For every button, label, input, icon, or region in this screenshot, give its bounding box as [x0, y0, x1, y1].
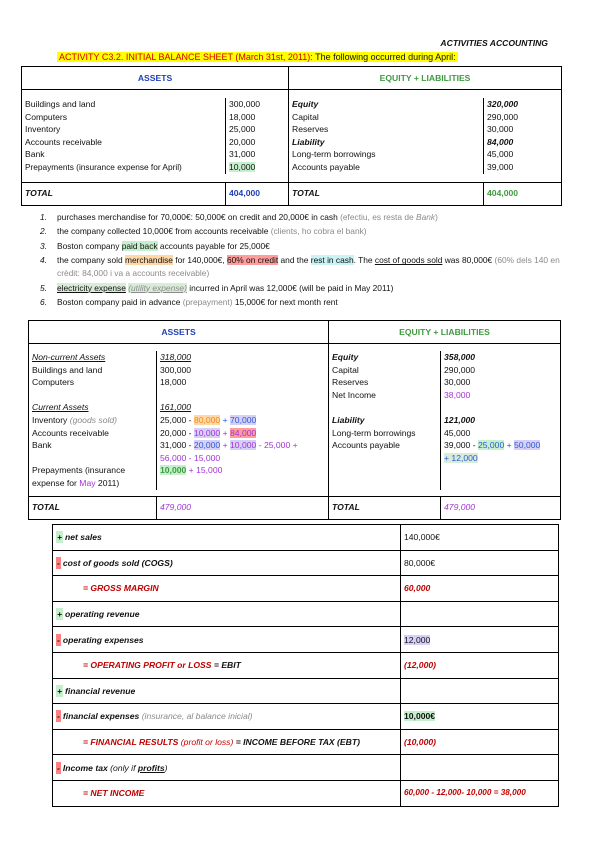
equity-value	[441, 439, 561, 464]
equity-liabilities-header: EQUITY + LIABILITIES	[329, 321, 561, 344]
row-note: (insurance, al balance inicial)	[139, 711, 253, 722]
minus-icon: -	[57, 557, 60, 568]
value-part: 25,000	[477, 440, 505, 451]
balance-row	[29, 464, 561, 489]
row-note: (only if	[107, 762, 138, 773]
income-value	[401, 704, 559, 730]
equity-value: 30,000	[484, 123, 562, 136]
asset-label: Computers	[29, 376, 157, 389]
value-part: +	[220, 427, 231, 438]
event-note: Bank	[415, 212, 436, 222]
value-part: 50,000	[514, 440, 541, 451]
income-value	[401, 678, 559, 704]
table-row	[53, 601, 559, 627]
asset-value	[226, 161, 289, 174]
balance-row	[29, 364, 561, 377]
page-header: ACTIVITIES ACCOUNTING	[440, 38, 548, 48]
equity-label: Reserves	[329, 376, 441, 389]
balance-row	[22, 161, 562, 174]
asset-label: Accounts receivable	[22, 136, 226, 149]
event-number: 3.	[40, 240, 47, 251]
asset-label: Accounts receivable	[29, 427, 157, 440]
list-item	[40, 240, 570, 253]
prepayment-value: 10,000	[229, 161, 256, 172]
equity-value: 290,000	[441, 364, 561, 377]
row-label: financial revenue	[65, 685, 136, 696]
table-row	[53, 678, 559, 704]
total-label: TOTAL	[29, 496, 157, 519]
opex-value: 12,000	[404, 634, 431, 645]
income-label	[53, 627, 401, 653]
table-row	[53, 576, 559, 602]
row-label: operating revenue	[65, 609, 140, 620]
row-label: = OPERATING PROFIT or LOSS	[83, 660, 212, 671]
event-number: 1.	[40, 212, 47, 222]
income-value: 60,000	[401, 576, 559, 602]
table-row	[53, 525, 559, 551]
event-text: Boston company paid in advance	[57, 297, 183, 308]
value-part: +	[504, 440, 515, 451]
balance-row	[29, 351, 561, 364]
event-text: cost of goods sold	[374, 255, 443, 266]
total-label: TOTAL	[22, 182, 226, 205]
event-number: 5.	[40, 282, 47, 293]
income-value: 140,000€	[401, 525, 559, 551]
asset-value	[157, 464, 329, 489]
asset-label: Buildings and land	[22, 98, 226, 111]
income-statement	[52, 524, 559, 807]
event-text: the company collected 10,000€ from accounts receivable	[57, 226, 271, 237]
noncurrent-value: 318,000	[157, 351, 329, 364]
list-item	[40, 211, 570, 224]
balance-row	[22, 98, 562, 111]
final-balance-sheet	[28, 320, 561, 520]
value-part: 10,000	[230, 440, 257, 451]
total-label: TOTAL	[289, 182, 484, 205]
row-note: )	[164, 762, 168, 773]
equity-value: 45,000	[484, 148, 562, 161]
equity-label: Long-term borrowings	[329, 427, 441, 440]
income-value: (10,000)	[401, 729, 559, 755]
initial-balance-sheet	[21, 66, 562, 206]
asset-value: 25,000	[226, 123, 289, 136]
asset-value	[157, 439, 329, 464]
balance-row	[29, 389, 561, 402]
total-row	[22, 182, 562, 205]
asset-value: 31,000	[226, 148, 289, 161]
value-part: + 15,000	[186, 465, 223, 476]
row-label: Income tax	[62, 762, 108, 773]
value-part: - 25,000 + 56,000 - 15,000	[160, 440, 298, 463]
event-text: . The	[353, 255, 375, 266]
event-note: (efectiu, es resta de	[340, 212, 416, 222]
value-part: 10,000	[193, 427, 221, 438]
current-value: 161,000	[157, 401, 329, 414]
value-part: 39,000 -	[444, 440, 478, 451]
row-note: (profit or loss)	[178, 737, 234, 748]
event-text: for 140,000€,	[172, 255, 227, 266]
equity-value: 30,000	[441, 376, 561, 389]
inventory-note: (goods sold)	[69, 414, 118, 425]
event-note: (utility expense)	[128, 282, 187, 293]
event-text: purchases merchandise for 70,000€: 50,000€ on credit and 20,000€ in cash	[57, 212, 341, 222]
net-income-value: 38,000	[441, 389, 561, 402]
equity-value: 121,000	[441, 414, 561, 427]
balance-row	[29, 427, 561, 440]
equity-label: Equity	[289, 98, 484, 111]
table-row	[53, 780, 559, 806]
total-equity: 479,000	[441, 496, 561, 519]
income-value	[401, 601, 559, 627]
asset-value	[157, 427, 329, 440]
assets-header: ASSETS	[22, 67, 289, 90]
income-label	[53, 601, 401, 627]
event-highlight: paid back	[121, 240, 158, 251]
event-highlight: merchandise	[124, 255, 173, 266]
equity-label: Long-term borrowings	[289, 148, 484, 161]
row-note: profits	[137, 762, 165, 773]
income-value	[401, 627, 559, 653]
equity-value: 358,000	[441, 351, 561, 364]
balance-row	[29, 414, 561, 427]
equity-label: Reserves	[289, 123, 484, 136]
asset-label: Buildings and land	[29, 364, 157, 377]
table-row	[53, 704, 559, 730]
equity-label: Net Income	[329, 389, 441, 402]
event-text: was 80,000€	[442, 255, 495, 266]
equity-label: Capital	[329, 364, 441, 377]
balance-row	[29, 439, 561, 464]
value-part: 25,000 -	[160, 414, 194, 425]
value-part: + 12,000	[444, 452, 478, 463]
plus-icon: +	[57, 685, 63, 696]
list-item	[40, 254, 570, 279]
activity-intro: The following occurred during April:	[315, 52, 456, 62]
equity-label: Accounts payable	[289, 161, 484, 174]
balance-row	[29, 376, 561, 389]
value-part: 20,000	[193, 440, 221, 451]
event-number: 6.	[40, 297, 47, 308]
event-number: 4.	[40, 255, 47, 266]
prepay-label: 2011)	[95, 477, 120, 488]
table-row	[53, 550, 559, 576]
assets-header: ASSETS	[29, 321, 329, 344]
asset-value: 20,000	[226, 136, 289, 149]
equity-value: 320,000	[484, 98, 562, 111]
minus-icon: -	[57, 762, 60, 773]
income-label	[53, 550, 401, 576]
event-number: 2.	[40, 226, 47, 237]
list-item	[40, 296, 570, 309]
event-note: (prepayment)	[182, 297, 233, 308]
table-row	[53, 755, 559, 781]
equity-value: 45,000	[441, 427, 561, 440]
balance-row	[22, 111, 562, 124]
event-text: 15,000€ for next month rent	[232, 297, 338, 308]
prepay-month: May	[79, 477, 96, 488]
income-label: = GROSS MARGIN	[53, 576, 401, 602]
total-equity: 404,000	[484, 182, 562, 205]
event-text: the company sold	[57, 255, 125, 266]
activity-title	[57, 52, 458, 62]
equity-value: 39,000	[484, 161, 562, 174]
event-text: Boston company	[57, 240, 122, 251]
inventory-label: Inventory	[32, 414, 70, 425]
income-label	[53, 729, 401, 755]
balance-row	[22, 123, 562, 136]
table-row	[53, 627, 559, 653]
equity-value: 84,000	[484, 136, 562, 149]
event-note: )	[435, 212, 438, 222]
table-row	[53, 729, 559, 755]
balance-row	[22, 148, 562, 161]
value-part: 70,000	[230, 414, 257, 425]
finexp-value: 10,000€	[404, 711, 436, 722]
asset-value	[157, 414, 329, 427]
balance-row	[22, 136, 562, 149]
asset-value: 18,000	[226, 111, 289, 124]
value-part: 31,000 -	[160, 440, 194, 451]
net-income-value: 60,000 - 12,000- 10,000 = 38,000	[401, 780, 559, 806]
event-text: incurred in April was 12,000€ (will be paid in May 2011)	[186, 282, 394, 293]
row-label: net sales	[65, 532, 102, 543]
income-label	[53, 704, 401, 730]
row-label: = INCOME BEFORE TAX (EBT)	[233, 737, 360, 748]
asset-value: 18,000	[157, 376, 329, 389]
asset-label: Bank	[22, 148, 226, 161]
equity-label: Accounts payable	[329, 439, 441, 464]
list-item	[40, 282, 570, 295]
event-text: and the	[278, 255, 311, 266]
income-value: 80,000€	[401, 550, 559, 576]
income-value	[401, 755, 559, 781]
value-part: 10,000	[160, 465, 187, 476]
event-highlight: 60% on credit	[226, 255, 279, 266]
row-label: = FINANCIAL RESULTS	[83, 737, 179, 748]
plus-icon: +	[57, 532, 63, 543]
income-label: = NET INCOME	[53, 780, 401, 806]
asset-label: Prepayments (insurance expense for April)	[22, 161, 226, 174]
value-part: 20,000 -	[160, 427, 194, 438]
activity-number: ACTIVITY C3.2.	[59, 52, 124, 62]
total-assets: 479,000	[157, 496, 329, 519]
event-note: (60% dels 140 en crèdit: 84,000 i va a accounts receivable)	[57, 255, 560, 279]
row-label: = EBIT	[211, 660, 241, 671]
events-list	[40, 211, 570, 311]
value-part: +	[220, 440, 231, 451]
list-item	[40, 225, 570, 238]
equity-liabilities-header: EQUITY + LIABILITIES	[289, 67, 562, 90]
income-label	[53, 652, 401, 678]
equity-label: Capital	[289, 111, 484, 124]
asset-label	[29, 414, 157, 427]
table-row	[53, 652, 559, 678]
minus-icon: -	[57, 634, 60, 645]
prepay-label: Prepayments (insurance expense for	[32, 465, 126, 488]
event-highlight: electricity expense	[57, 282, 126, 293]
asset-label: Bank	[29, 439, 157, 464]
event-highlight: rest in cash	[310, 255, 354, 266]
activity-subtitle: INITIAL BALANCE SHEET (March 31st, 2011):	[123, 52, 316, 62]
current-label: Current Assets	[29, 401, 157, 414]
event-text: accounts payable for 25,000€	[157, 240, 270, 251]
income-value: (12,000)	[401, 652, 559, 678]
value-part: +	[220, 414, 231, 425]
asset-label: Inventory	[22, 123, 226, 136]
income-label	[53, 755, 401, 781]
value-part: 84,000	[230, 427, 257, 438]
total-label: TOTAL	[329, 496, 441, 519]
asset-label	[29, 464, 157, 489]
plus-icon: +	[57, 609, 63, 620]
noncurrent-label: Non-current Assets	[29, 351, 157, 364]
balance-row	[29, 401, 561, 414]
equity-label: Equity	[329, 351, 441, 364]
asset-value: 300,000	[226, 98, 289, 111]
event-note: (clients, ho cobra el bank)	[270, 226, 367, 237]
total-row	[29, 496, 561, 519]
equity-value: 290,000	[484, 111, 562, 124]
income-label	[53, 678, 401, 704]
value-part: 80,000	[193, 414, 221, 425]
row-label: cost of goods sold (COGS)	[62, 557, 173, 568]
asset-label: Computers	[22, 111, 226, 124]
income-label	[53, 525, 401, 551]
minus-icon: -	[57, 711, 60, 722]
row-label: financial expenses	[62, 711, 140, 722]
equity-label: Liability	[329, 414, 441, 427]
asset-value: 300,000	[157, 364, 329, 377]
total-assets: 404,000	[226, 182, 289, 205]
row-label: operating expenses	[62, 634, 144, 645]
equity-label: Liability	[289, 136, 484, 149]
